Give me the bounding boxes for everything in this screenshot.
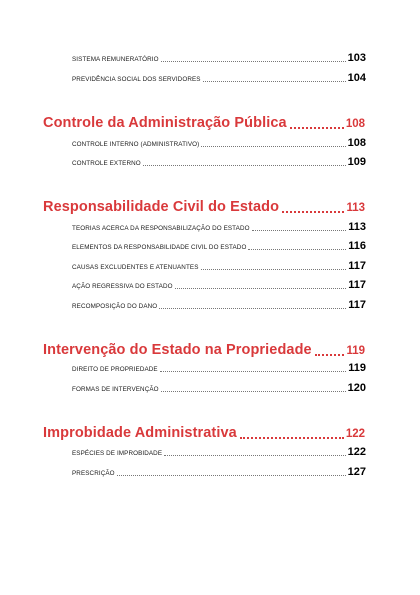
toc-entry (72, 221, 366, 233)
section-page: 122 (345, 428, 365, 440)
section-page: 113 (346, 202, 365, 214)
toc-entry (72, 72, 366, 84)
toc-entry-label: ELEMENTOS DA RESPONSABILIDADE CIVIL DO ESTADO (72, 244, 247, 251)
section-page: 108 (345, 118, 365, 130)
toc-entry-page: 120 (347, 382, 366, 394)
toc-entry-page: 117 (348, 260, 366, 272)
toc-entry-label: SISTEMA REMUNERATÓRIO (72, 56, 159, 63)
toc-entry-label: DIREITO DE PROPRIEDADE (72, 366, 158, 373)
toc-entry (72, 299, 366, 311)
toc-section-heading (43, 424, 365, 442)
dot-leader (203, 81, 346, 82)
toc-section-heading (43, 198, 365, 216)
toc-entry-page: 122 (347, 446, 366, 458)
section-title: Intervenção do Estado na Propriedade (43, 342, 312, 358)
dot-leader (252, 230, 347, 231)
toc-entry (72, 279, 366, 291)
toc-entry (72, 52, 366, 64)
dot-leader (161, 391, 346, 392)
dot-leader (143, 165, 346, 166)
toc-entry-label: CONTROLE EXTERNO (72, 160, 141, 167)
toc-entry-label: PREVIDÊNCIA SOCIAL DOS SERVIDORES (72, 76, 201, 83)
toc-entry-label: TEORIAS ACERCA DA RESPONSABILIZAÇÃO DO ESTADO (72, 225, 250, 232)
toc-entry-label: PRESCRIÇÃO (72, 470, 115, 477)
dot-leader (248, 249, 346, 250)
toc-entry-page: 116 (348, 240, 366, 252)
toc-entry (72, 260, 366, 272)
toc-entry (72, 446, 366, 458)
dot-leader (240, 437, 344, 439)
toc-entry-label: CAUSAS EXCLUDENTES E ATENUANTES (72, 264, 199, 271)
toc-entry-label: RECOMPOSIÇÃO DO DANO (72, 303, 158, 310)
toc-entry-label: FORMAS DE INTERVENÇÃO (72, 386, 159, 393)
dot-leader (282, 211, 344, 213)
dot-leader (201, 146, 345, 147)
toc-entry-page: 109 (347, 156, 366, 168)
section-title: Improbidade Administrativa (43, 425, 237, 441)
dot-leader (160, 371, 347, 372)
dot-leader (315, 354, 345, 356)
toc-entry-page: 103 (347, 52, 366, 64)
toc-entry-page: 117 (348, 299, 366, 311)
toc-entry-page: 127 (347, 466, 366, 478)
section-title: Responsabilidade Civil do Estado (43, 199, 280, 215)
toc-entry-page: 117 (348, 279, 366, 291)
toc-entry-page: 108 (347, 137, 366, 149)
dot-leader (290, 127, 344, 129)
toc-section-heading (43, 341, 365, 359)
dot-leader (164, 455, 346, 456)
toc-entry (72, 362, 366, 374)
dot-leader (201, 269, 347, 270)
toc-entry-page: 113 (348, 221, 366, 233)
dot-leader (117, 475, 346, 476)
dot-leader (175, 288, 347, 289)
toc-entry (72, 466, 366, 478)
toc-entry (72, 382, 366, 394)
toc-entry-label: CONTROLE INTERNO (ADMINISTRATIVO) (72, 141, 200, 148)
section-title: Controle da Administração Pública (43, 115, 287, 131)
dot-leader (159, 308, 346, 309)
toc-entry-page: 104 (347, 72, 366, 84)
toc-entry (72, 137, 366, 149)
toc-entry-page: 119 (348, 362, 366, 374)
toc-entry-label: ESPÉCIES DE IMPROBIDADE (72, 450, 163, 457)
toc-entry (72, 240, 366, 252)
dot-leader (161, 61, 346, 62)
toc-entry-label: AÇÃO REGRESSIVA DO ESTADO (72, 283, 173, 290)
toc-entry (72, 156, 366, 168)
section-page: 119 (346, 345, 365, 357)
toc-section-heading (43, 114, 365, 132)
